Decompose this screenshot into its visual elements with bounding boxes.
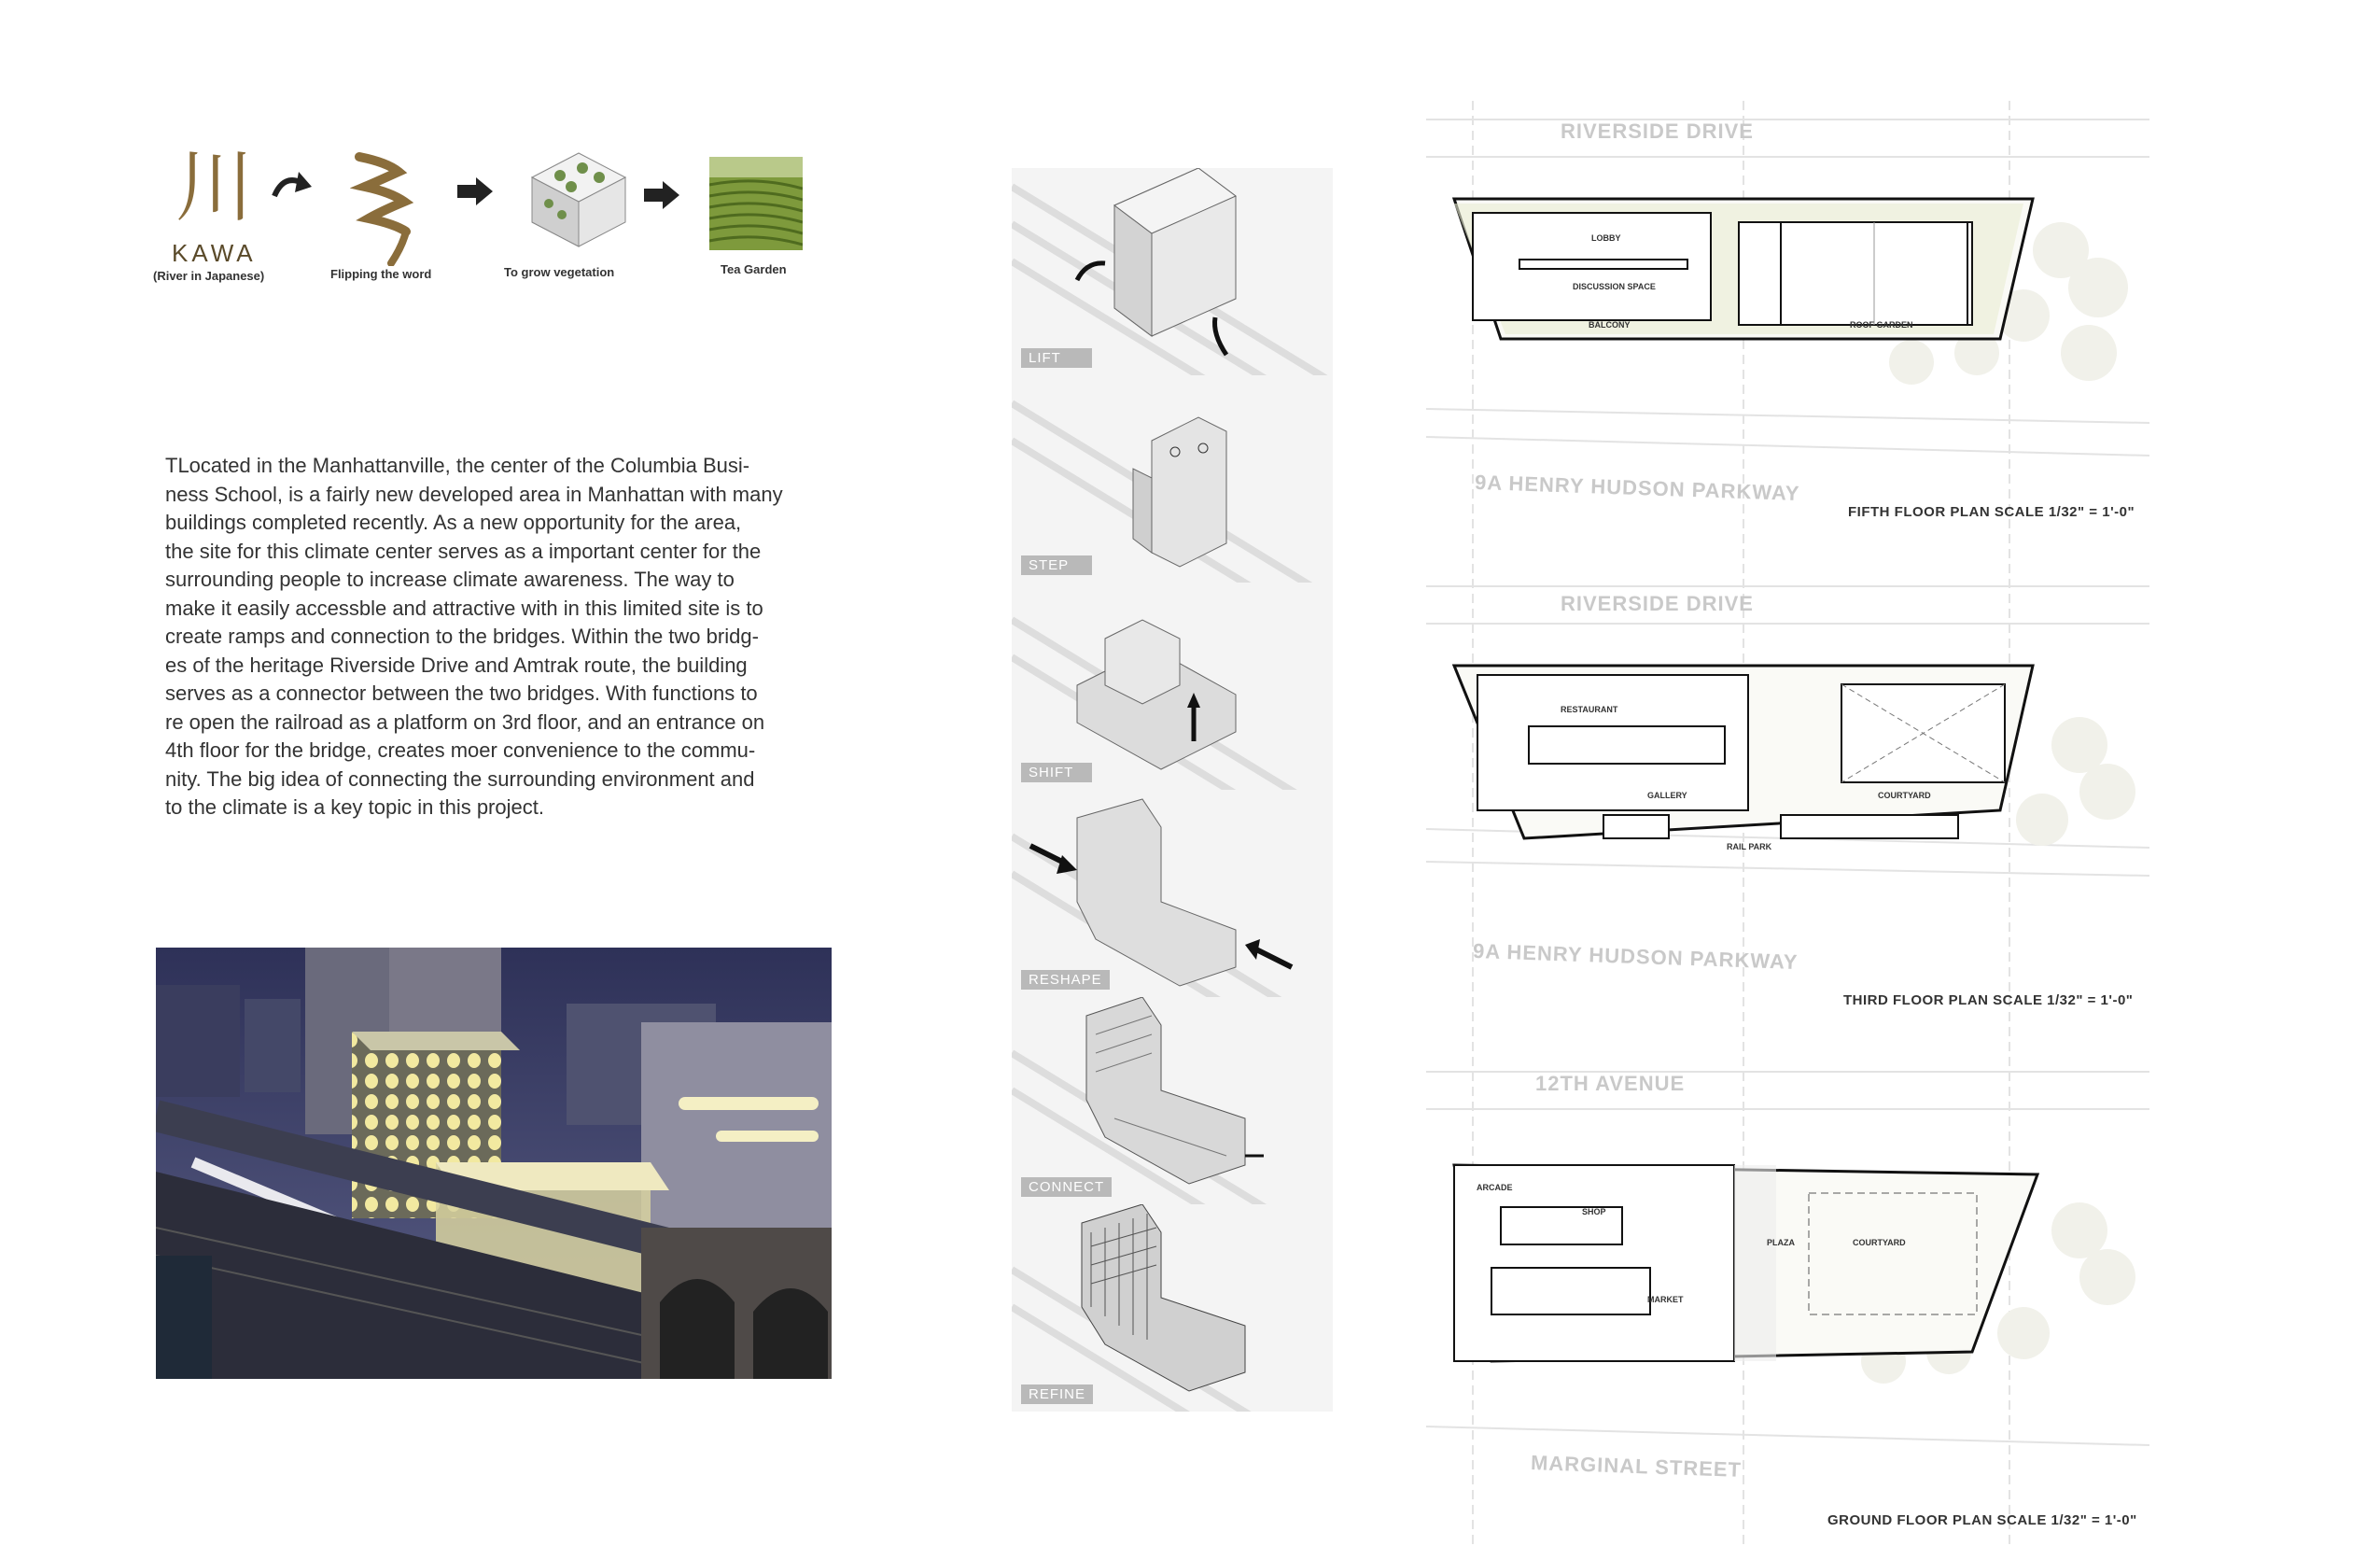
room-label: BALCONY bbox=[1589, 320, 1631, 330]
street-label-12th-avenue: 12TH AVENUE bbox=[1535, 1072, 1686, 1095]
massing-step-lift bbox=[1012, 168, 1333, 377]
fifth-floor-plan-title: FIFTH FLOOR PLAN SCALE 1/32" = 1'-0" bbox=[1848, 504, 2135, 520]
third-floor-plan-title: THIRD FLOOR PLAN SCALE 1/32" = 1'-0" bbox=[1843, 992, 2134, 1008]
lift-massing-drawing bbox=[1012, 168, 1333, 375]
connect-massing-drawing bbox=[1012, 997, 1333, 1204]
concept-label-river: (River in Japanese) bbox=[153, 269, 265, 283]
ground-floor-plan-title: GROUND FLOOR PLAN SCALE 1/32" = 1'-0" bbox=[1827, 1512, 2137, 1528]
project-description: TLocated in the Manhattanville, the center of the Columbia Busi- ness School, is a fairly new developed area in Manhattan with many buildings completed recently. As a new opportunity for the area, the site for this climate center serves as a important center for the surrounding people to increase climate awareness. The way to make it easily accessble and attractive with in this limited site is to create ramps and connection to the bridges. Within the two bridg- es of the heritage Riverside Drive and Amtrak route, the building serves as a connector between the two bridges. With functions to re open the railroad as a platform on 3rd floor, and an entrance on 4th floor for the bridge, creates moer convenience to the commu- nity. The big idea of connecting the surrounding environment and to the climate is a key topic in this project. bbox=[165, 454, 783, 819]
room-label: PLAZA bbox=[1767, 1238, 1795, 1247]
room-label: COURTYARD bbox=[1853, 1238, 1906, 1247]
massing-step-label: REFINE bbox=[1021, 1384, 1093, 1404]
refine-massing-drawing bbox=[1012, 1204, 1333, 1412]
massing-step-label: LIFT bbox=[1021, 348, 1092, 368]
flipped-word-glyph bbox=[350, 149, 415, 266]
massing-step-connect bbox=[1012, 997, 1333, 1206]
massing-step-label: STEP bbox=[1021, 555, 1092, 575]
arrow-right-icon bbox=[457, 177, 495, 205]
kawa-word: KAWA bbox=[172, 239, 257, 267]
room-label: SHOP bbox=[1582, 1207, 1606, 1216]
street-label-riverside: RIVERSIDE DRIVE bbox=[1561, 592, 1754, 615]
room-label: MARKET bbox=[1647, 1295, 1684, 1304]
floor-plans-drawing bbox=[1426, 101, 2149, 1546]
room-label: GALLERY bbox=[1647, 791, 1687, 800]
reshape-massing-drawing bbox=[1012, 790, 1333, 997]
room-label: ARCADE bbox=[1477, 1183, 1513, 1192]
massing-step-refine bbox=[1012, 1204, 1333, 1413]
concept-label-flip: Flipping the word bbox=[330, 267, 432, 281]
night-render-image bbox=[156, 948, 832, 1379]
street-label-parkway: 9A HENRY HUDSON PARKWAY bbox=[1472, 938, 1799, 975]
massing-step-label: RESHAPE bbox=[1021, 970, 1110, 990]
room-label: RAIL PARK bbox=[1727, 842, 1772, 851]
room-label: RESTAURANT bbox=[1561, 705, 1618, 714]
shift-massing-drawing bbox=[1012, 583, 1333, 790]
massing-step-label: CONNECT bbox=[1021, 1177, 1112, 1197]
massing-step-step bbox=[1012, 375, 1333, 584]
step-massing-drawing bbox=[1012, 375, 1333, 583]
tea-garden-photo bbox=[709, 157, 803, 250]
room-label: DISCUSSION SPACE bbox=[1573, 282, 1656, 291]
room-label: COURTYARD bbox=[1878, 791, 1931, 800]
room-label: LOBBY bbox=[1591, 233, 1621, 243]
street-label-riverside: RIVERSIDE DRIVE bbox=[1561, 119, 1754, 143]
massing-step-label: SHIFT bbox=[1021, 763, 1092, 782]
concept-label-vegetation: To grow vegetation bbox=[504, 265, 615, 279]
street-label-parkway: 9A HENRY HUDSON PARKWAY bbox=[1474, 470, 1800, 506]
room-label: ROOF GARDEN bbox=[1850, 320, 1913, 330]
stepped-vegetation-block bbox=[525, 149, 632, 261]
arrow-right-icon bbox=[644, 181, 681, 209]
kawa-character: 川 bbox=[175, 141, 255, 232]
concept-label-tea-garden: Tea Garden bbox=[721, 262, 787, 276]
massing-step-shift bbox=[1012, 583, 1333, 792]
curved-arrow-icon bbox=[271, 168, 315, 205]
massing-step-reshape bbox=[1012, 790, 1333, 999]
street-label-marginal: MARGINAL STREET bbox=[1530, 1451, 1743, 1482]
